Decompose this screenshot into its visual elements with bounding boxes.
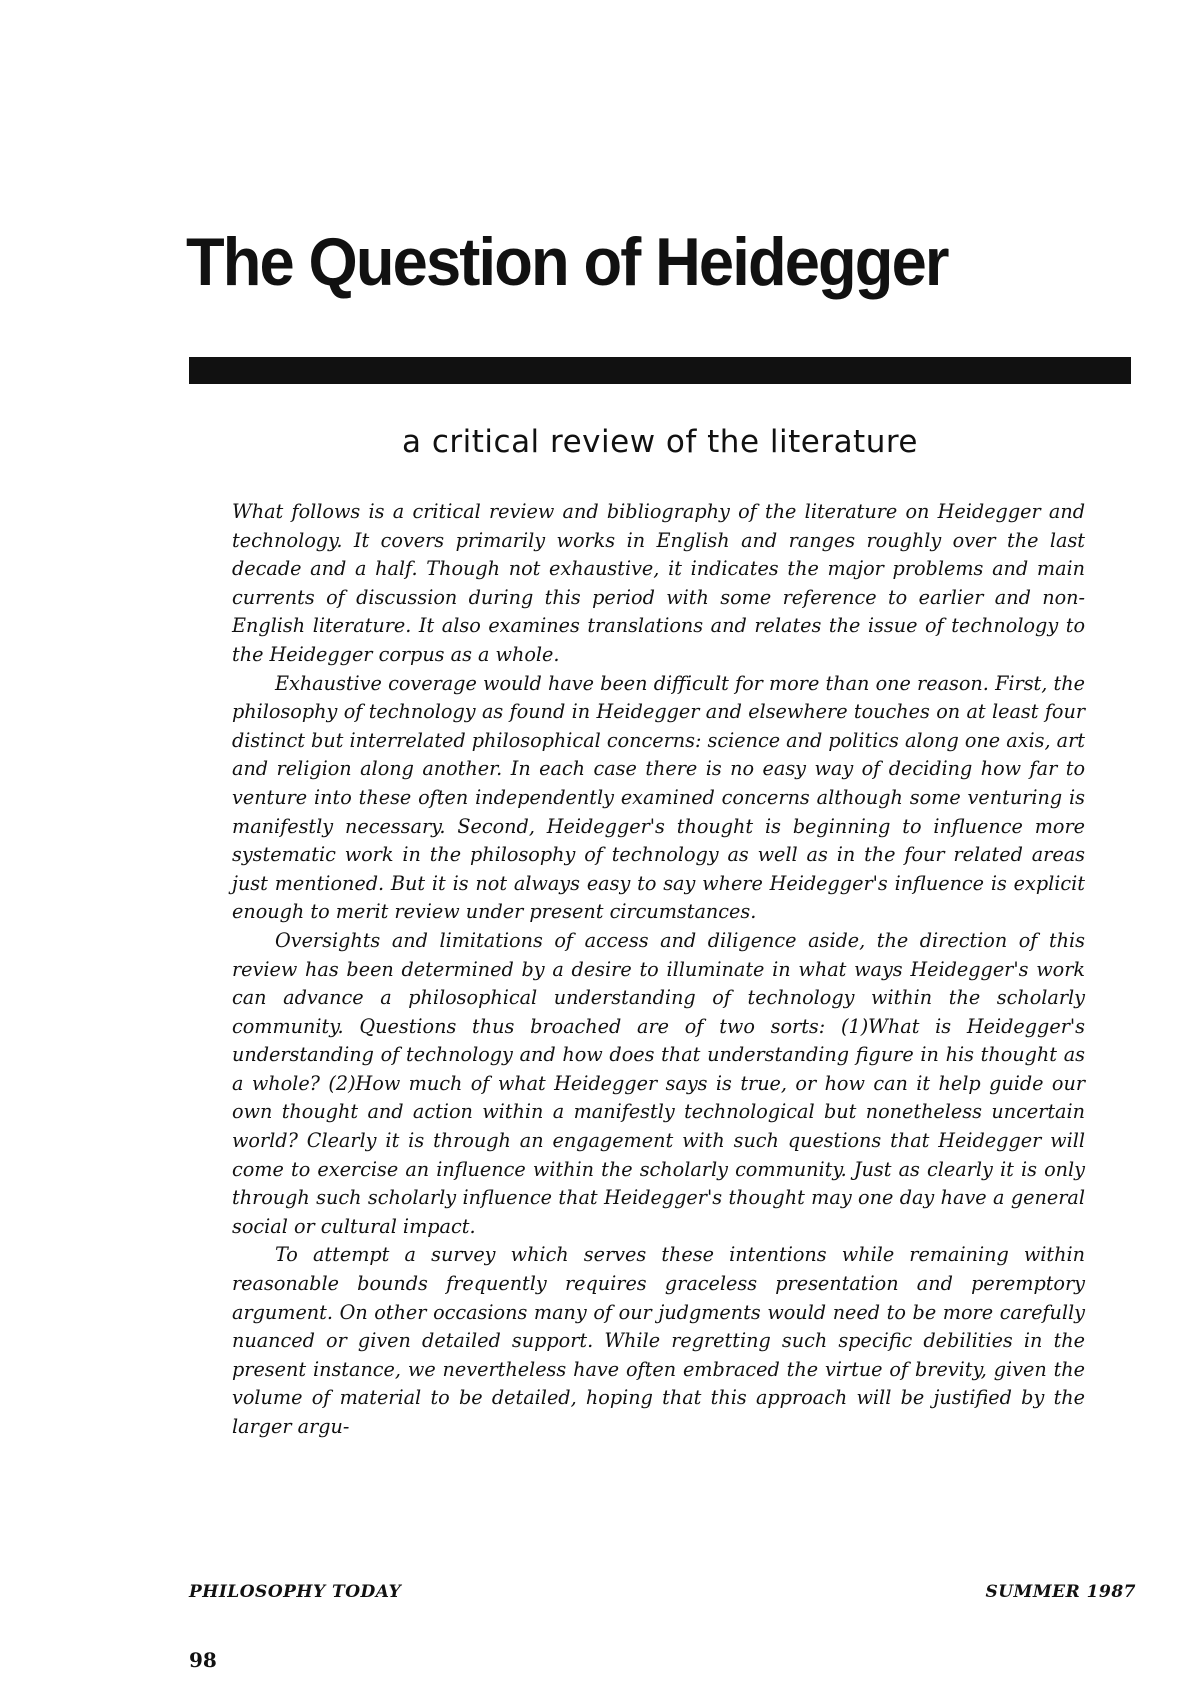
article-title: The Question of Heidegger [186,224,948,300]
issue-date: SUMMER 1987 [985,1582,1136,1602]
paragraph: Oversights and limitations of access and diligence aside, the direction of this review has been determined by a desire to illuminate in what ways Heidegger's work can advance a philosophical understanding of technology within the scholarly community. Questions thus broached are of two sorts: (1)What is Heidegger's understanding of technology and how does that understanding figure in his thought as a whole? (2)How much of what Heidegger says is true, or how can it help guide our own thought and action within a manifestly technological but nonetheless uncertain world? Clearly it is through an engagement with such questions that Heidegger will come to exercise an influence within the scholarly community. Just as clearly it is only through such scholarly influence that Heidegger's thought may one day have a general social or cultural impact. [232,928,1085,1238]
article-body [232,498,1085,1442]
paragraph: What follows is a critical review and bibliography of the literature on Heidegger and technology. It covers primarily works in English and ranges roughly over the last decade and a half. Though not exhaustive, it indicates the major problems and main currents of discussion during this period with some reference to earlier and non-English literature. It also examines translations and relates the issue of technology to the Heidegger corpus as a whole. [232,500,1085,666]
article-subtitle: a critical review of the literature [402,424,918,460]
title-rule [189,357,1131,384]
page-number: 98 [189,1648,217,1672]
paragraph: Exhaustive coverage would have been difficult for more than one reason. First, the philosophy of technology as found in Heidegger and elsewhere touches on at least four distinct but interrelated philosophical concerns: science and politics along one axis, art and religion along another. In each case there is no easy way of deciding how far to venture into these often independently examined concerns although some venturing is manifestly necessary. Second, Heidegger's thought is beginning to influence more systematic work in the philosophy of technology as well as in the four related areas just mentioned. But it is not always easy to say where Heidegger's influence is explicit enough to merit review under present circumstances. [232,671,1085,924]
journal-name: PHILOSOPHY TODAY [189,1582,402,1602]
paragraph: To attempt a survey which serves these intentions while remaining within reasonable bounds frequently requires graceless presentation and peremptory argument. On other occasions many of our judgments would need to be more carefully nuanced or given detailed support. While regretting such specific debilities in the present instance, we nevertheless have often embraced the virtue of brevity, given the volume of material to be detailed, hoping that this approach will be justified by the larger argu- [232,1243,1085,1438]
